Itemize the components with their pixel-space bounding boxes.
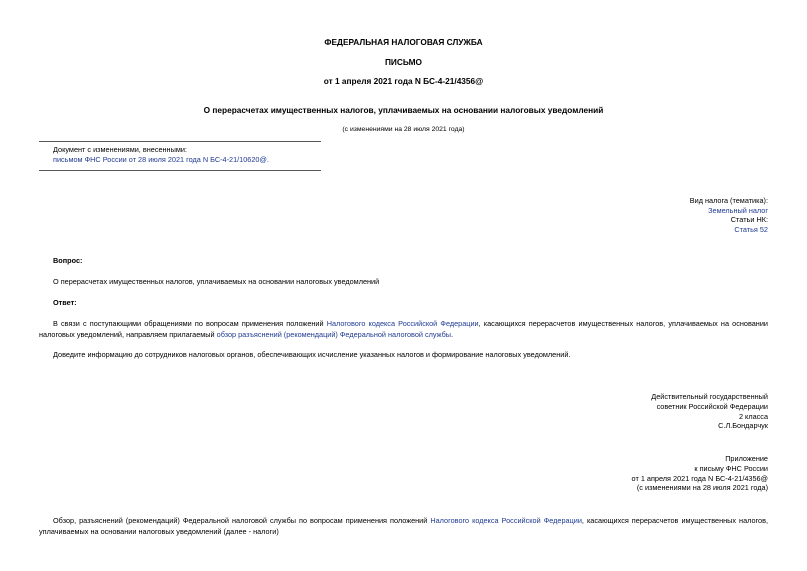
p1-text-b: , касающихся перерасчетов имущественных налогов, уплачиваемых на основании: [478, 319, 768, 328]
agency-name: ФЕДЕРАЛЬНАЯ НАЛОГОВАЯ СЛУЖБА: [324, 37, 483, 47]
appendix-block: [632, 454, 768, 493]
review-text-a: Обзор, разъяснений (рекомендаций) Федеральной налоговой службы по вопросам применения положений: [53, 516, 428, 525]
p1-text-a: В связи с поступающими обращениями по вопросам применения положений: [53, 319, 324, 328]
tax-code-link-2[interactable]: Налогового кодекса Российской Федерации: [430, 516, 582, 525]
review-paragraph: [39, 515, 768, 537]
signature-name: С.Л.Бондарчук: [718, 421, 768, 431]
review-text-b: , касающихся перерасчетов имущественных налогов,: [581, 516, 769, 525]
tax-article-link[interactable]: Статья 52: [734, 225, 768, 234]
changes-box-top-rule: [39, 141, 321, 142]
tax-articles-label: Статьи НК:: [730, 215, 768, 224]
tax-type-link[interactable]: Земельный налог: [708, 206, 768, 215]
changes-box-intro: Документ с изменениями, внесенными:: [53, 145, 187, 154]
appendix-line-2: к письму ФНС России: [694, 463, 768, 473]
changes-document-link[interactable]: письмом ФНС России от 28 июля 2021 года N БС-4-21/10620@.: [53, 155, 269, 164]
signature-block: [651, 392, 768, 431]
doc-date-number: от 1 апреля 2021 года N БС-4-21/4356@: [323, 76, 484, 86]
doc-changes-note: (с изменениями на 28 июля 2021 года): [342, 126, 465, 133]
review-link[interactable]: обзор разъяснений (рекомендаций) Федеральной налоговой службы: [216, 330, 452, 339]
review-text-c: уплачиваемых на основании налоговых уведомлений (далее - налоги): [39, 527, 279, 536]
signature-line-2: советник Российской Федерации: [656, 401, 768, 411]
question-heading: Вопрос:: [53, 256, 83, 265]
answer-paragraph-2: Доведите информацию до сотрудников налоговых органов, обеспечивающих исчисление указанных налогов и формирование налоговых уведомлений.: [53, 350, 571, 359]
signature-line-3: 2 класса: [738, 411, 768, 421]
p1-text-d: .: [451, 330, 454, 339]
question-text: О перерасчетах имущественных налогов, уплачиваемых на основании налоговых уведомлений: [53, 277, 380, 286]
tax-type-label: Вид налога (тематика):: [689, 196, 768, 205]
appendix-line-1: Приложение: [725, 454, 768, 463]
tax-code-link-1[interactable]: Налогового кодекса Российской Федерации: [326, 319, 479, 328]
answer-heading: Ответ:: [53, 298, 77, 307]
appendix-line-4: (с изменениями на 28 июля 2021 года): [636, 483, 768, 493]
doc-title: О перерасчетах имущественных налогов, уплачиваемых на основании налоговых уведомлений: [203, 105, 604, 115]
p1-text-c: налоговых уведомлений, направляем прилагаемый: [39, 330, 215, 339]
appendix-line-3: от 1 апреля 2021 года N БС-4-21/4356@: [631, 473, 768, 483]
answer-paragraph-1: [39, 318, 768, 340]
changes-box-bottom-rule: [39, 170, 321, 171]
signature-line-1: Действительный государственный: [651, 392, 768, 401]
doc-type: ПИСЬМО: [384, 57, 423, 67]
